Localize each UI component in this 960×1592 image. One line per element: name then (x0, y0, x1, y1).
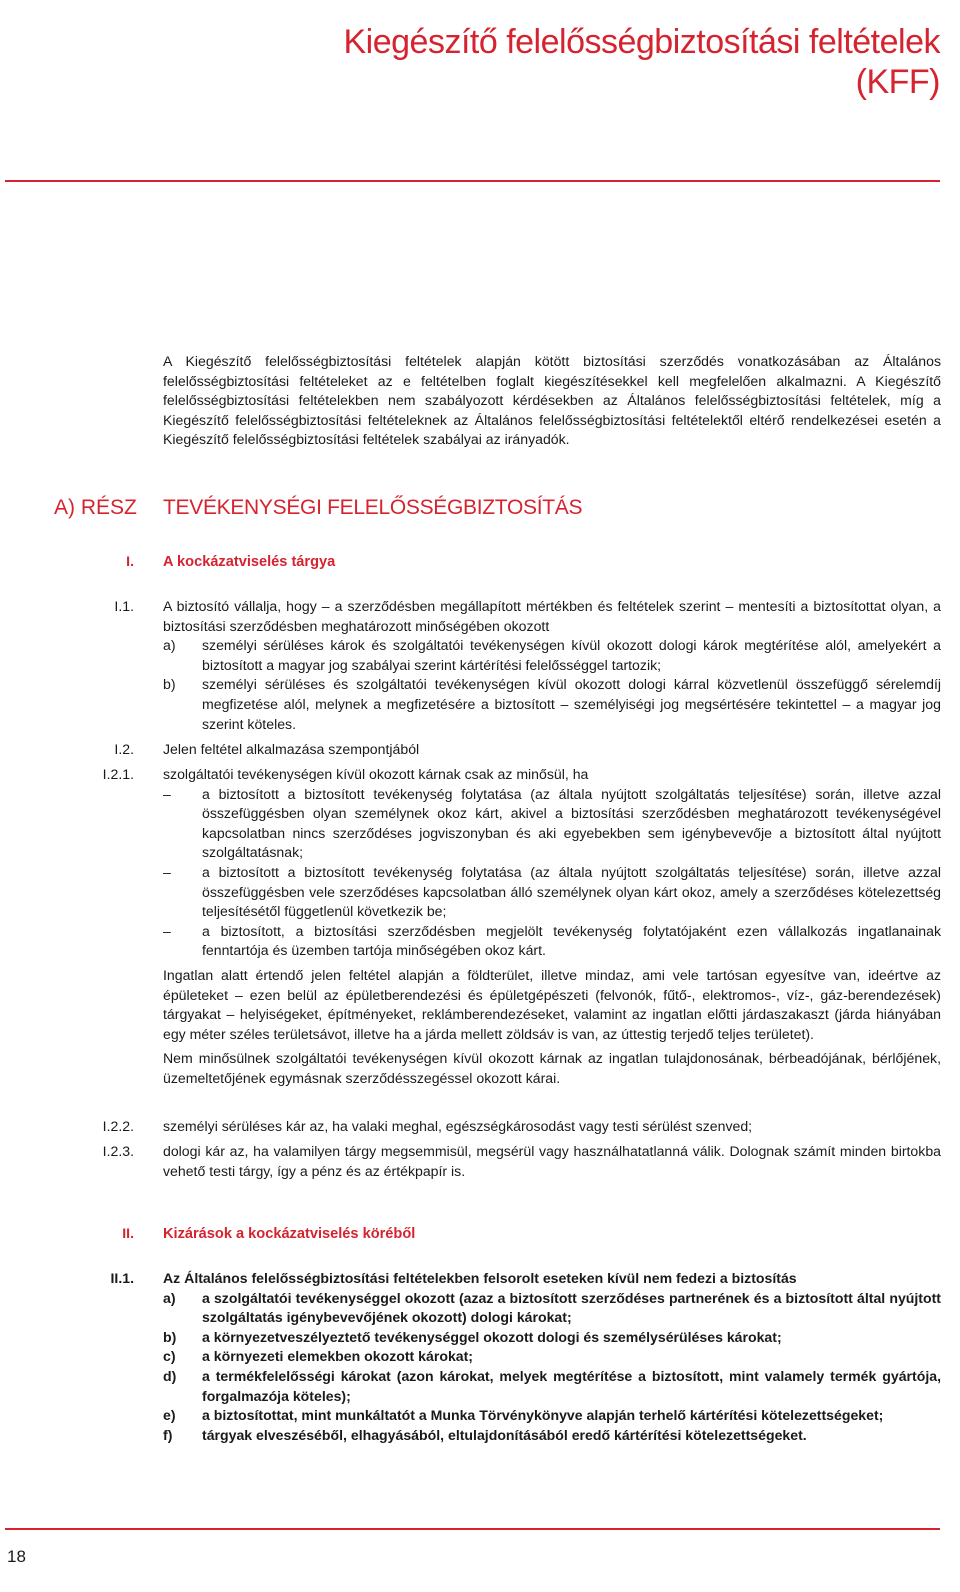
list-text: a biztosított a biztosított tevékenység folytatása (az általa nyújtott szolgáltatás teljesítése) során, illetve azzal összefüggésben olyan személynek okoz kárt, akivel a biztosítási szerződésben meghatározott tevékenységével kapcsolatban nincs szerződéses jogviszonyban és aki egyebekben sem igénybevevője a biztosított által nyújtott szolgáltatásnak; (202, 785, 941, 861)
header-divider (5, 180, 940, 182)
clause-i22: személyi sérüléses kár az, ha valaki meghal, egészségkárosodást vagy testi sérülést szenved; (163, 1118, 753, 1134)
clause-i21 (163, 765, 941, 1089)
list-marker: b) (163, 676, 176, 693)
clause-i2: Jelen feltétel alkalmazása szempontjából (163, 741, 420, 757)
clause-number: I.2.3. (102, 1143, 134, 1159)
title-line-2: (KFF) (855, 63, 940, 101)
list-marker: f) (163, 1426, 173, 1443)
list-item (163, 1406, 941, 1426)
list-item (163, 1367, 941, 1406)
clause-number: I.2.2. (102, 1118, 134, 1134)
intro-paragraph: A Kiegészítő felelősségbiztosítási feltételek alapján kötött biztosítási szerződés vonatkozásában az Általános felelősségbiztosítási feltételeket az e feltételben foglalt kiegészítésekkel kell megfelelően alkalmazni. A Kiegészítő felelősségbiztosítási feltételekben nem szabályozott kérdésekben az Általános felelősségbiztosítási feltételek, míg a Kiegészítő felelősségbiztosítási feltételeknek az Általános felelősségbiztosítási feltételektől eltérő rendelkezései esetén a Kiegészítő felelősségbiztosítási feltételek szabályai az irányadók. (163, 353, 941, 448)
list-text: a szolgáltatói tevékenységgel okozott (azaz a biztosított szerződéses partnerének és a biztosított által nyújtott szolgáltatás igénybevevőjének okozott) dologi károkat; (202, 1289, 941, 1326)
title-line-1: Kiegészítő felelősségbiztosítási feltételek (343, 23, 940, 61)
footer-divider (5, 1528, 940, 1530)
clause-number: I.2.1. (102, 766, 134, 782)
list-marker: d) (163, 1367, 177, 1384)
list-text: a biztosított, a biztosítási szerződésben megjelölt tevékenység folytatójaként ezen vállalkozás ingatlanainak fenntartója és üzemben tartója minőségében okoz kárt. (202, 922, 941, 959)
section-number: II. (122, 1225, 134, 1241)
list-item (163, 1289, 941, 1328)
list-text: a termékfelelősségi károkat (azon károkat, melyek megtérítése a biztosított, mint valamely termék gyártója, forgalmazója köteles); (202, 1367, 941, 1404)
list-marker: c) (163, 1348, 176, 1365)
list-text: a biztosított a biztosított tevékenység folytatása (az általa nyújtott szolgáltatás teljesítése) során, illetve azzal összefüggésben vele szerződéses kapcsolatban álló személynek olyan kárt okoz, amely a szerződéses kötelezettség teljesítésétől függetlenül következik be; (202, 863, 941, 920)
paragraph: Ingatlan alatt értendő jelen feltétel alapján a földterület, illetve mindaz, ami vele tartósan egyesítve van, ideértve az épületeket – ezen belül az épületberendezési és épületgépészeti (felvonók, fűtő-, elektromos-, víz-, gáz-berendezések) tárgyakat – helyiségeket, építményeket, reklámberendezéseket, valamint az ingatlan előtti járdaszakaszt (járda hiányában egy méter széles területsávot, illetve ha a járda mellett zöldsáv is van, az úttestig terjedő teljes területet). (163, 966, 941, 1042)
list-item (163, 675, 941, 734)
list-text: tárgyak elveszéséből, elhagyásából, eltulajdonításából eredő kártérítési kötelezettségeket. (202, 1426, 807, 1443)
dash-marker: – (163, 863, 171, 880)
clause-text: szolgáltatói tevékenységen kívül okozott kárnak csak az minősül, ha (163, 766, 589, 782)
list-item (163, 1328, 941, 1348)
list-text: személyi sérüléses károk és szolgáltatói tevékenységen kívül okozott dologi károk megtérítése alól, amelyekért a biztosított a magyar jog szabályai szerint kártérítési felelősséggel tartozik; (202, 637, 941, 673)
clause-text: Az Általános felelősségbiztosítási feltételekben felsorolt eseteken kívül nem fedezi a biztosítás (163, 1270, 797, 1286)
list-item (163, 636, 941, 675)
clause-number: I.1. (114, 598, 134, 614)
document-title (343, 22, 940, 102)
clause-ii1 (163, 1269, 941, 1445)
section-title: Kizárások a kockázatviselés köréből (163, 1226, 416, 1242)
clause-i1 (163, 597, 941, 734)
list-text: a biztosítottat, mint munkáltatót a Munka Törvénykönyve alapján terhelő kártérítési kötelezettségeket; (202, 1407, 884, 1424)
dash-marker: – (163, 922, 171, 939)
clause-number: I.2. (114, 741, 134, 757)
dash-marker: – (163, 785, 171, 802)
clause-number: II.1. (110, 1270, 134, 1286)
list-text: a környezeti elemekben okozott károkat; (202, 1348, 474, 1365)
list-item (163, 1426, 941, 1446)
list-text: a környezetveszélyeztető tevékenységgel okozott dologi és személysérüléses károkat; (202, 1328, 782, 1345)
clause-text: A biztosító vállalja, hogy – a szerződésben megállapított mértékben és feltételek szerint – mentesíti a biztosítottat olyan, a biztosítási szerződésben meghatározott minőségében okozott (163, 598, 941, 634)
list-text: személyi sérüléses és szolgáltatói tevékenységen kívül okozott dologi kárral közvetlenül összefüggő sérelemdíj megfizetése alól, melynek a megfizetésére a biztosított – személyiségi jog megsértésére tekintettel – a magyar jog szerint köteles. (202, 676, 941, 732)
list-item (163, 922, 941, 961)
list-item (163, 1347, 941, 1367)
list-marker: a) (163, 1289, 176, 1306)
section-number: I. (126, 553, 134, 569)
part-title: TEVÉKENYSÉGI FELELŐSSÉGBIZTOSÍTÁS (163, 496, 583, 519)
clause-i23: dologi kár az, ha valamilyen tárgy megsemmisül, megsérül vagy használhatatlanná válik. Dolognak számít minden birtokba vehető testi tárgy, így a pénz és az értékpapír is. (163, 1143, 941, 1179)
part-label: A) RÉSZ (54, 496, 137, 519)
page-number: 18 (7, 1547, 26, 1566)
list-item (163, 863, 941, 922)
list-marker: e) (163, 1407, 176, 1424)
list-marker: b) (163, 1328, 177, 1345)
list-marker: a) (163, 637, 176, 654)
list-item (163, 785, 941, 863)
section-title: A kockázatviselés tárgya (163, 554, 336, 570)
paragraph: Nem minősülnek szolgáltatói tevékenységen kívül okozott kárnak az ingatlan tulajdonosának, bérbeadójának, bérlőjének, üzemeltetőjének egymásnak szerződésszegéssel okozott kárai. (163, 1050, 941, 1086)
